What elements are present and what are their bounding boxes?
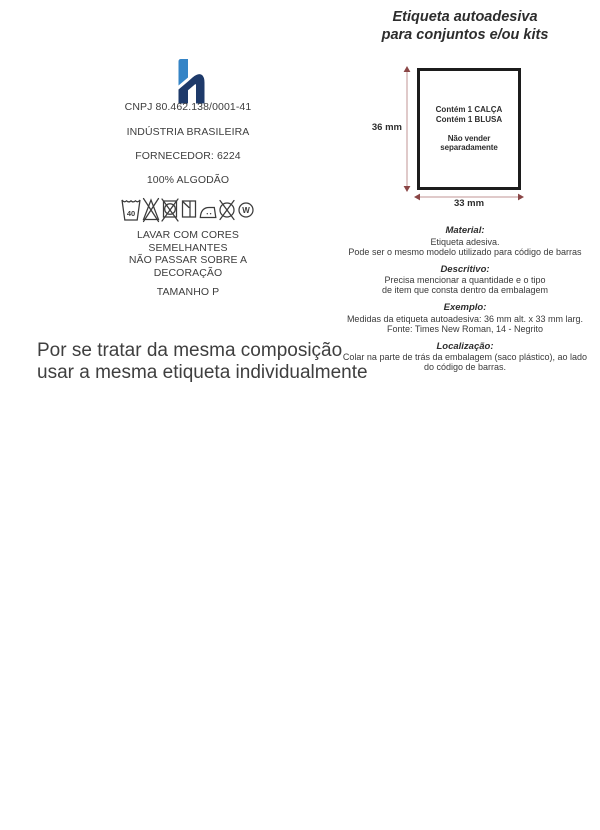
label-content-line1: Contém 1 CALÇA — [435, 105, 503, 114]
wet-clean-icon — [237, 195, 255, 223]
composition-text: 100% ALGODÃO — [146, 174, 230, 186]
care-line: DECORAÇÃO — [153, 266, 223, 279]
label-warning-text: Não vender separadamente — [440, 134, 498, 152]
svg-text:40: 40 — [126, 209, 136, 218]
section-heading: Localização: — [436, 340, 494, 352]
section-line: Fonte: Times New Roman, 14 - Negrito — [386, 323, 544, 334]
page-title-line2: para conjuntos e/ou kits — [381, 27, 549, 43]
care-line: NÃO PASSAR SOBRE A — [128, 254, 248, 266]
composition-note-line1: Por se tratar da mesma composição — [37, 340, 343, 361]
brand-h-logo-icon — [165, 58, 211, 105]
iron-icon — [199, 195, 217, 223]
page-title — [338, 8, 592, 44]
section-heading: Exemplo: — [443, 302, 487, 313]
care-line: LAVAR COM CORES — [136, 229, 240, 241]
spec-sections — [325, 226, 600, 380]
label-content-lines — [420, 105, 518, 125]
section-exemplo — [325, 303, 600, 334]
fornecedor-text: FORNECEDOR: 6224 — [135, 150, 241, 162]
wash-40-icon — [121, 195, 141, 223]
section-descritivo — [325, 265, 600, 296]
care-symbols-row — [60, 195, 316, 223]
section-heading: Material: — [445, 225, 485, 236]
line-dry-shade-icon — [180, 195, 198, 223]
no-bleach-icon — [142, 195, 160, 223]
composition-note-line2: usar a mesma etiqueta individualmente — [37, 361, 368, 383]
section-line: Medidas da etiqueta autoadesiva: 36 mm alt. x 33 mm larg. — [346, 313, 584, 324]
section-heading: Descritivo: — [440, 263, 490, 275]
section-line: de item que consta dentro da embalagem — [381, 285, 549, 295]
industria-text: INDÚSTRIA BRASILEIRA — [126, 126, 250, 138]
width-dimension-label: 33 mm — [453, 198, 485, 209]
height-dimension-arrow — [401, 66, 413, 192]
no-tumble-dry-icon — [161, 195, 179, 223]
section-material — [325, 226, 600, 257]
section-line: Precisa mencionar a quantidade e o tipo — [384, 275, 546, 285]
page-title-line1: Etiqueta autoadesiva — [392, 9, 538, 25]
cnpj-text: CNPJ 80.462.138/0001-41 — [124, 101, 252, 113]
section-line: do código de barras. — [423, 362, 507, 372]
section-localizacao — [325, 342, 600, 373]
label-content-line2: Contém 1 BLUSA — [435, 115, 503, 124]
care-line: SEMELHANTES — [148, 241, 228, 254]
section-line: Etiqueta adesiva. — [430, 236, 500, 247]
height-dimension-label: 36 mm — [371, 122, 402, 133]
label-diagram-box — [417, 68, 521, 190]
section-line: Pode ser o mesmo modelo utilizado para código de barras — [348, 246, 582, 257]
no-dry-clean-icon — [218, 195, 236, 223]
section-line: Colar na parte de trás da embalagem (saco plástico), ao lado — [342, 352, 588, 362]
care-instructions — [60, 229, 316, 279]
svg-text:W: W — [242, 206, 250, 215]
size-text: TAMANHO P — [156, 286, 220, 298]
